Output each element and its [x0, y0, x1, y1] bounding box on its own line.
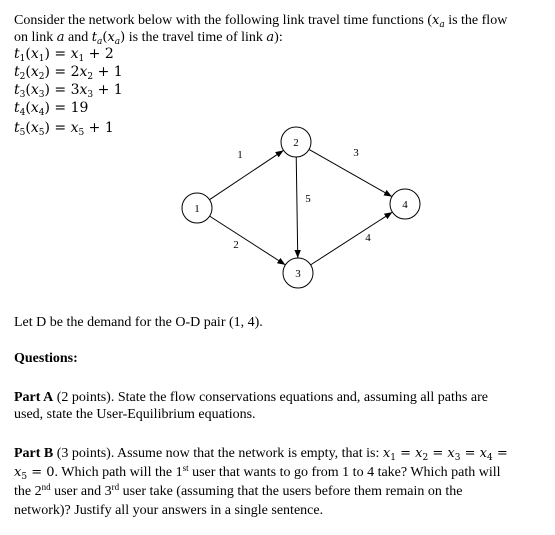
- link-5-arrow: [296, 157, 298, 258]
- link-4-label: 4: [365, 232, 371, 244]
- math-a: a: [266, 30, 275, 45]
- intro-text: and: [64, 30, 92, 45]
- superscript: nd: [41, 482, 51, 492]
- part-a: [14, 389, 544, 423]
- link-2-label: 2: [233, 239, 239, 251]
- node-1: [182, 193, 212, 223]
- part-b-text: . Which path will the 1: [54, 465, 183, 480]
- math-a: a: [56, 30, 65, 45]
- superscript: st: [182, 463, 189, 473]
- link-1-arrow: [209, 150, 283, 199]
- superscript: rd: [111, 482, 120, 492]
- link-4-arrow: [311, 212, 393, 265]
- formula-t1: $t_1(x_1) = x_1 + 2$: [14, 46, 114, 64]
- link-3-arrow: [309, 149, 392, 196]
- questions-heading-text: Questions:: [14, 351, 78, 366]
- formula-t5: $t_5(x_5) = x_5 + 1$: [14, 120, 114, 138]
- part-b: [14, 444, 544, 520]
- intro-text: on link: [14, 30, 57, 45]
- intro-text: Consider the network below with the following link travel time functions (: [14, 13, 432, 28]
- link-1-label: 1: [237, 149, 243, 161]
- formula-t3: $t_3(x_3) = 3x_3 + 1$: [14, 82, 123, 100]
- formula-t2: $t_2(x_2) = 2x_2 + 1$: [14, 64, 123, 82]
- math-xa: $x_a$: [431, 13, 445, 30]
- node-label: 2: [293, 137, 299, 149]
- node-label: 1: [194, 203, 200, 215]
- formula-t4: $t_4(x_4) = 19$: [14, 100, 89, 118]
- math-empty-network-cont: $x_5 = 0$: [14, 465, 55, 482]
- link-5-label: 5: [305, 193, 311, 205]
- part-a-text: (2 points). State the flow conservations equations and, assuming all paths are: [53, 390, 488, 405]
- intro-text: is the travel time of link: [125, 30, 267, 45]
- part-b-text: user and 3: [50, 484, 112, 499]
- part-b-text: network)? Justify all your answers in a single sentence.: [14, 503, 324, 518]
- demand-text: Let D be the demand for the O-D pair (1, 4).: [14, 315, 263, 330]
- node-2: [281, 127, 311, 157]
- node-3: [283, 258, 313, 288]
- part-b-text: the 2: [14, 484, 42, 499]
- node-4: [390, 189, 420, 219]
- demand-statement: [14, 314, 544, 331]
- part-b-text: user that wants to go from 1 to 4 take? Which path will: [188, 465, 501, 480]
- node-label: 4: [402, 199, 408, 211]
- math-ta: $t_a(x_a)$: [91, 30, 126, 47]
- part-a-label: Part A: [14, 390, 54, 405]
- math-empty-network: $x_1 = x_2 = x_3 = x_4$ =: [382, 446, 508, 463]
- part-b-text: (3 points). Assume now that the network is empty, that is:: [53, 446, 383, 461]
- part-a-text: used, state the User-Equilibrium equations.: [14, 407, 256, 422]
- node-label: 3: [295, 268, 301, 280]
- intro-text: is the flow: [444, 13, 508, 28]
- link-2-arrow: [210, 216, 286, 265]
- questions-heading: [14, 350, 544, 367]
- part-b-text: user take (assuming that the users before them remain on the: [119, 484, 463, 499]
- part-b-label: Part B: [14, 446, 54, 461]
- intro-text: ):: [274, 30, 283, 45]
- link-3-label: 3: [353, 147, 359, 159]
